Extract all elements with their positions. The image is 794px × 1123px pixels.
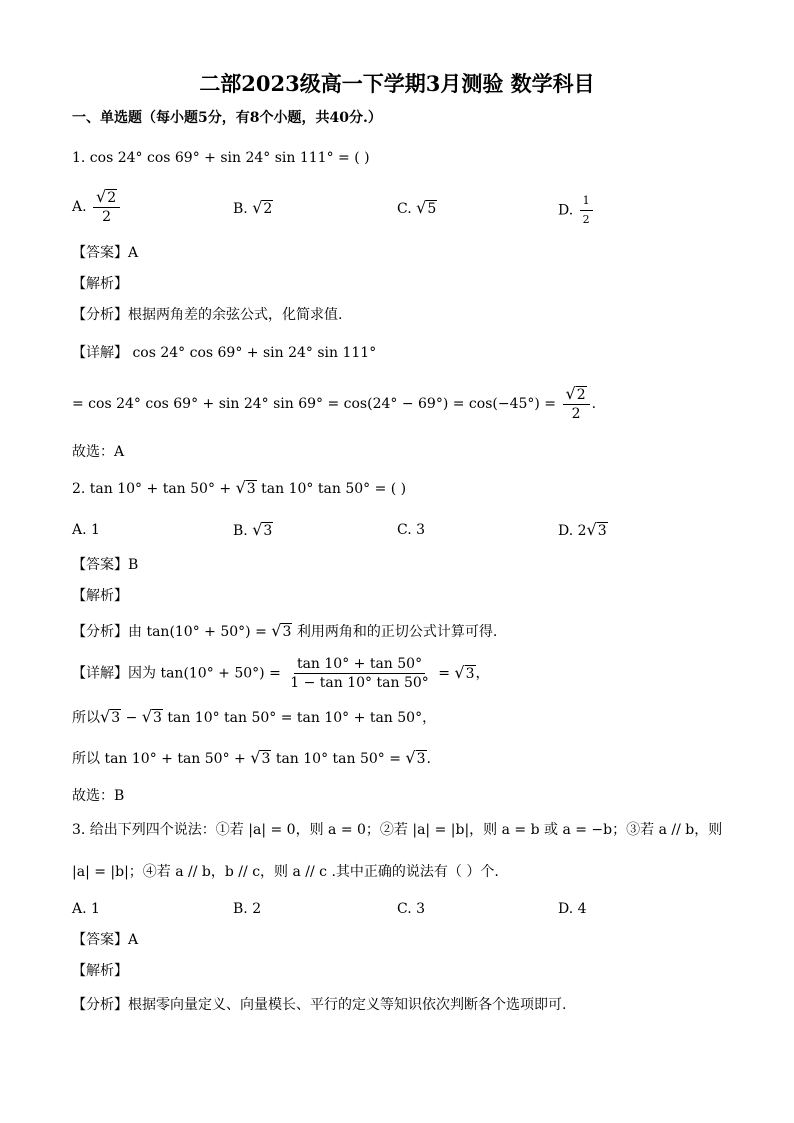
q2-fenxi: 【分析】由 tan(10° + 50°) = √3 利用两角和的正切公式计算可得. [72, 621, 498, 640]
q2-option-c: C. 3 [397, 522, 426, 538]
q1-analysis-heading: 【解析】 [72, 276, 128, 292]
q3-line-2: |a| = |b|；④若 a // b，b // c，则 a // c .其中正确的说法有（ ）个. [72, 864, 499, 880]
q3-line-1: 3. 给出下列四个说法：①若 |a| = 0，则 a = 0；②若 |a| = |b|，则 a = b 或 a = −b；③若 a // b，则 [72, 822, 723, 838]
q1-option-c: C. √5 [397, 198, 437, 217]
q2-analysis-heading: 【解析】 [72, 588, 128, 604]
q3-option-d: D. 4 [558, 901, 587, 917]
q1-choose: 故选：A [72, 444, 125, 460]
q2-xiangjie: 【详解】因为 tan(10° + 50°) = $\frac{\tan 10^\circ + \tan 50^\circ}{1 - \tan 10^\circ \tan 50^\circ}$ = √3， [72, 656, 490, 691]
q3-option-b: B. 2 [233, 901, 262, 917]
q3-analysis-heading: 【解析】 [72, 963, 128, 979]
q1-answer: 【答案】A [72, 245, 139, 261]
q1-option-a: A. $\frac{√2}{2}$ [72, 188, 122, 226]
q3-option-c: C. 3 [397, 901, 426, 917]
q2-option-d: D. 2√3 [558, 520, 607, 539]
q1-fenxi: 【分析】根据两角差的余弦公式，化简求值. [72, 307, 343, 323]
q1-option-d: D. $\frac{1}{2}$ [558, 192, 595, 229]
section-heading: 一、单选题（每小题5分，有8个小题，共40分.） [72, 110, 382, 126]
q3-answer: 【答案】A [72, 932, 139, 948]
q2-choose: 故选：B [72, 788, 125, 804]
q3-option-a: A. 1 [72, 901, 100, 917]
q3-fenxi: 【分析】根据零向量定义、向量模长、平行的定义等知识依次判断各个选项即可. [72, 997, 567, 1013]
q2-stem: 2. tan 10° + tan 50° + √3 tan 10° tan 50° = ( ) [72, 478, 407, 497]
q2-answer: 【答案】B [72, 557, 139, 573]
q2-option-b: B. √3 [233, 520, 273, 539]
q1-xiangjie: 【详解】 cos 24° cos 69° + sin 24° sin 111° [72, 345, 377, 361]
q1-stem: 1. cos 24° cos 69° + sin 24° sin 111° = ( ) [72, 150, 370, 166]
q1-option-a-fraction: $\frac{√2}{2}$ [93, 188, 120, 226]
q1-option-b: B. √2 [233, 198, 273, 217]
q2-suoyi-2: 所以 tan 10° + tan 50° + √3 tan 10° tan 50° = √3. [72, 748, 431, 767]
q1-step: = cos 24° cos 69° + sin 24° sin 69° = cos(24° − 69°) = cos(−45°) = $\frac{√2}{2}$ . [72, 384, 597, 422]
q2-option-a: A. 1 [72, 522, 100, 538]
q2-suoyi-1: 所以√3 − √3 tan 10° tan 50° = tan 10° + tan 50°， [72, 707, 437, 726]
page-title: 二部2023级高一下学期3月测验 数学科目 [199, 71, 595, 96]
